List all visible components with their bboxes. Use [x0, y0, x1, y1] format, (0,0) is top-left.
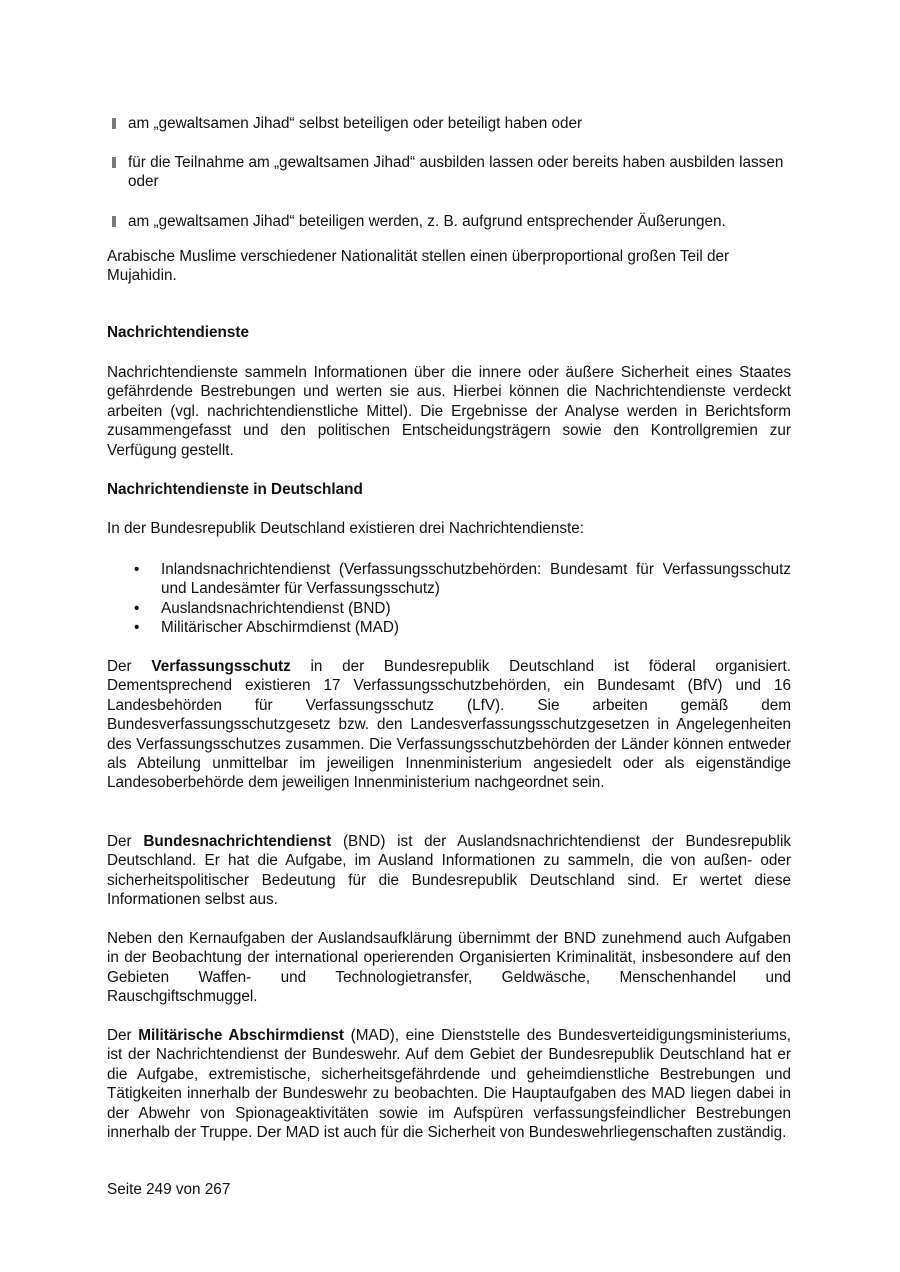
square-bullet-icon	[112, 157, 116, 168]
square-bullet-item	[112, 153, 792, 192]
square-bullet-text: für die Teilnahme am „gewaltsamen Jihad“ ausbilden lassen oder bereits haben ausbilden lassen oder	[128, 154, 784, 191]
term-verfassungsschutz: Verfassungsschutz	[151, 658, 291, 675]
paragraph-bnd: Der Bundesnachrichtendienst (BND) ist der Auslandsnachrichtendienst der Bundesrepublik Deutschland. Er hat die Aufgabe, im Ausland Informationen zu sammeln, die von außen- oder sicherheitspolitischer Bedeutung für die Bundesrepublik Deutschland sind. Er wertet diese Informationen selbst aus.	[107, 833, 791, 909]
term-bundesnachrichtendienst: Bundesnachrichtendienst	[143, 833, 332, 850]
square-bullet-icon	[112, 216, 116, 227]
bullet-dot-icon: •	[134, 599, 140, 617]
bullet-dot-icon: •	[134, 561, 140, 578]
square-bullet-item	[112, 212, 792, 231]
list-item-text: Auslandsnachrichtendienst (BND)	[161, 599, 391, 617]
list-item	[107, 560, 791, 599]
paragraph-verfassungsschutz: Der Verfassungsschutz in der Bundesrepublik Deutschland ist föderal organisiert. Dementsprechend existieren 17 Verfassungsschutzbehörden, ein Bundesamt (BfV) und 16 Landesbehörden für Verfassungsschutz (LfV). Sie arbeiten gemäß dem Bundesverfassungsschutzgesetz bzw. den Landesverfassungsschutzgesetzen in Angelegenheiten des Verfassungsschutzes zusammen. Die Verfassungsschutzbehörden der Länder können entweder als Abteilung unmittelbar im jeweiligen Innenministerium angesiedelt oder als eigenständige Landesoberbehörde dem jeweiligen Innenministerium nachgeordnet sein.	[107, 658, 791, 792]
square-bullet-text: am „gewaltsamen Jihad“ selbst beteiligen oder beteiligt haben oder	[128, 115, 583, 132]
services-list	[107, 560, 791, 638]
paragraph-mad: Der Militärische Abschirmdienst (MAD), eine Dienststelle des Bundesverteidigungsministeriums, ist der Nachrichtendienst der Bundeswehr. Auf dem Gebiet der Bundesrepublik Deutschland hat er die Aufgabe, extremistische, sicherheitsgefährdende und geheimdienstliche Bestrebungen und Tätigkeiten innerhalb der Bundeswehr zu beobachten. Die Hauptaufgaben des MAD liegen dabei in der Abwehr von Spionageaktivitäten sowie im Aufspüren verfassungsfeindlicher Bestrebungen innerhalb der Truppe. Der MAD ist auch für die Sicherheit von Bundeswehrliegenschaften zuständig.	[107, 1027, 791, 1142]
square-bullet-text: am „gewaltsamen Jihad“ beteiligen werden, z. B. aufgrund entsprechender Äußerungen.	[128, 213, 726, 230]
paragraph-nachrichtendienste: Nachrichtendienste sammeln Informationen über die innere oder äußere Sicherheit eines Staates gefährdende Bestrebungen und werten sie aus. Hierbei können die Nachrichtendienste verdeckt arbeiten (vgl. nachrichtendienstliche Mittel). Die Ergebnisse der Analyse werden in Berichtsform zusammengefasst und den politischen Entscheidungsträgern sowie den Kontrollgremien zur Verfügung gestellt.	[107, 364, 791, 459]
list-item	[107, 618, 791, 637]
section-heading-deutschland: Nachrichtendienste in Deutschland	[107, 481, 363, 498]
list-item	[107, 599, 791, 618]
term-mad: Militärische Abschirmdienst	[138, 1027, 345, 1044]
square-bullet-item	[112, 114, 792, 133]
list-item-text: Inlandsnachrichtendienst (Verfassungsschutzbehörden: Bundesamt für Verfassungsschutz und Landesämter für Verfassungsschutz)	[161, 561, 791, 598]
bullet-dot-icon: •	[134, 619, 140, 637]
square-bullet-icon	[112, 118, 116, 129]
page-footer: Seite 249 von 267	[107, 1181, 231, 1198]
section-heading-nachrichtendienste: Nachrichtendienste	[107, 324, 249, 341]
paragraph-bnd-aufgaben: Neben den Kernaufgaben der Auslandsaufklärung übernimmt der BND zunehmend auch Aufgaben in der Beobachtung der international operierenden Organisierten Kriminalität, insbesondere auf den Gebieten Waffen- und Technologietransfer, Geldwäsche, Menschenhandel und Rauschgiftschmuggel.	[107, 930, 791, 1006]
list-item-text: Militärischer Abschirmdienst (MAD)	[161, 619, 399, 637]
intro-paragraph: Arabische Muslime verschiedener Nationalität stellen einen überproportional großen Teil der Mujahidin.	[107, 248, 730, 285]
paragraph-drei-dienste: In der Bundesrepublik Deutschland existieren drei Nachrichtendienste:	[107, 520, 585, 537]
